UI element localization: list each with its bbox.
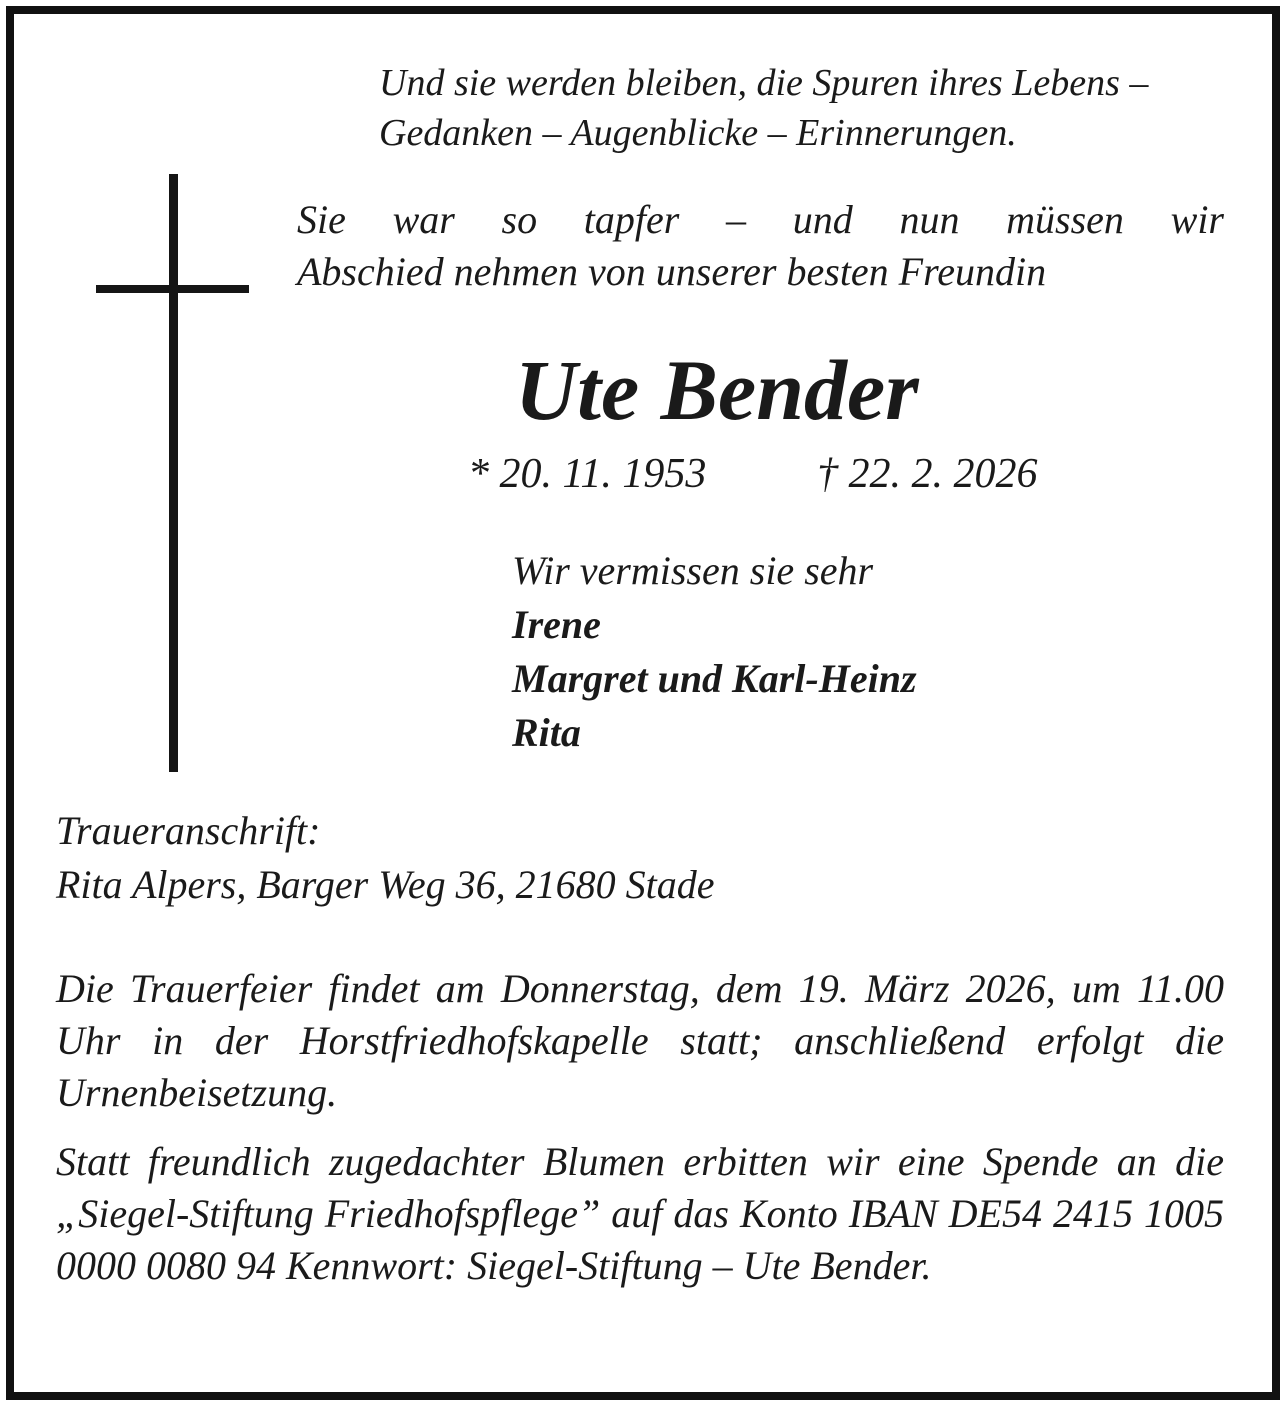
- donation-notice: Statt freundlich zugedachter Blumen erbitten wir eine Spende an die „Siegel-Stiftung Friedhofspflege” auf das Konto IBAN DE54 2415 1005 0000 0080 94 Kennwort: Siegel-Stiftung – Ute Bender.: [56, 1139, 1224, 1288]
- mourning-address: [56, 804, 714, 912]
- motto-line-1: Und sie werden bleiben, die Spuren ihres Lebens –: [379, 62, 1149, 104]
- motto-quote: [379, 58, 1239, 158]
- mourner-name: Margret und Karl-Heinz: [512, 656, 917, 701]
- intro-line-1: Sie war so tapfer – und nun müssen wir: [297, 197, 1224, 242]
- mourner-name: Rita: [512, 710, 581, 755]
- mourners-message: Wir vermissen sie sehr: [512, 548, 874, 593]
- cross-icon-horizontal-bar: [96, 285, 249, 293]
- mourners-block: [512, 544, 917, 760]
- mourner-name: Irene: [512, 602, 601, 647]
- address-label: Traueranschrift:: [56, 808, 321, 853]
- funeral-notice: Die Trauerfeier findet am Donnerstag, dem 19. März 2026, um 11.00 Uhr in der Horstfriedhofskapelle statt; anschließend erfolgt die Urnenbeisetzung.: [56, 966, 1224, 1115]
- deceased-name: Ute Bender: [515, 342, 919, 438]
- birth-date: * 20. 11. 1953: [468, 451, 707, 497]
- death-date: † 22. 2. 2026: [817, 451, 1038, 497]
- intro-text: [297, 194, 1224, 298]
- cross-icon-vertical-bar: [169, 174, 178, 772]
- motto-line-2: Gedanken – Augenblicke – Erinnerungen.: [379, 112, 1017, 154]
- address-value: Rita Alpers, Barger Weg 36, 21680 Stade: [56, 862, 715, 907]
- intro-line-2: Abschied nehmen von unserer besten Freundin: [297, 249, 1047, 294]
